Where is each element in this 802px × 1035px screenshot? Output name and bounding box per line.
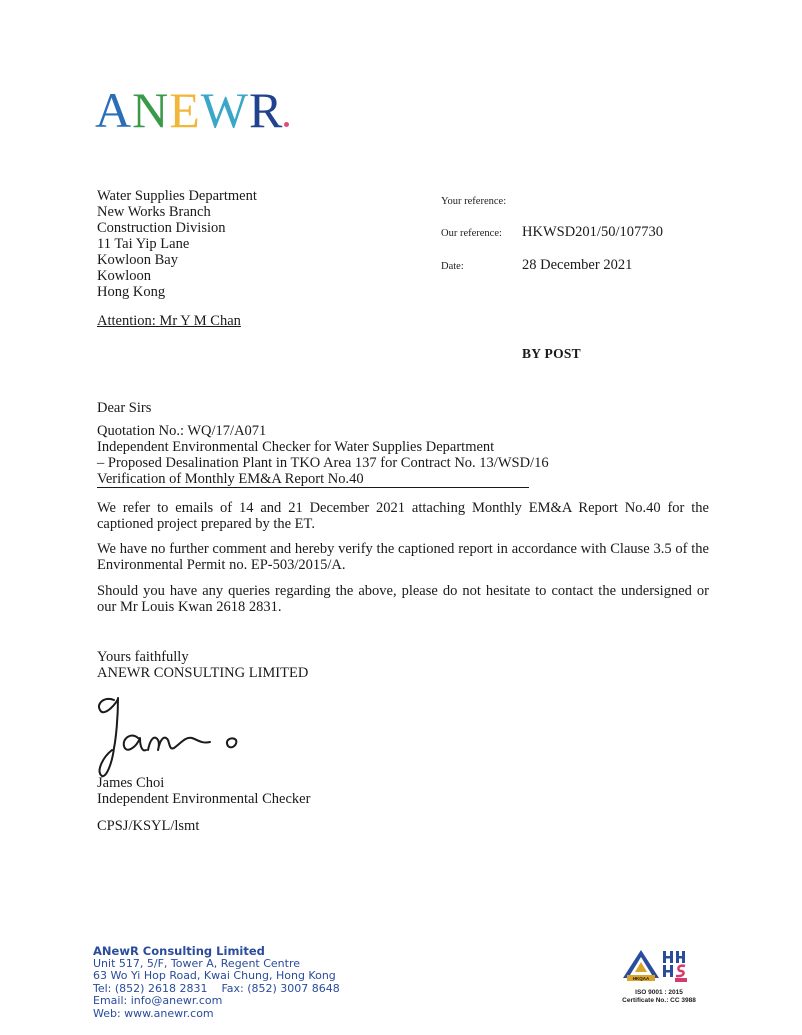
salutation: Dear Sirs xyxy=(97,400,152,416)
subject-verification: Verification of Monthly EM&A Report No.40 xyxy=(97,471,364,487)
address-line: New Works Branch xyxy=(97,204,211,220)
closing-phrase: Yours faithfully xyxy=(97,649,189,665)
address-line: Hong Kong xyxy=(97,284,166,300)
paragraph-refer: We refer to emails of 14 and 21 December 2021 attaching Monthly EM&A Report No.40 for the captioned project prepared by the ET. xyxy=(97,500,709,532)
attention-line: Attention: Mr Y M Chan xyxy=(97,313,241,329)
footer-company: ANewR Consulting Limited xyxy=(93,944,265,958)
footer-address-1: Unit 517, 5/F, Tower A, Regent Centre xyxy=(93,956,301,970)
certification-number: Certificate No.: CC 3988 xyxy=(622,996,696,1004)
address-line: Construction Division xyxy=(97,220,226,236)
subject-quotation: Quotation No.: WQ/17/A071 xyxy=(97,423,267,439)
subject-underline xyxy=(97,487,529,488)
anewr-logo xyxy=(95,82,289,138)
reference-initials: CPSJ/KSYL/lsmt xyxy=(97,818,200,834)
badge-text: HKQAA xyxy=(632,976,650,981)
footer-web: Web: www.anewr.com xyxy=(93,1006,214,1020)
closing-company: ANEWR CONSULTING LIMITED xyxy=(97,665,309,681)
address-line: Water Supplies Department xyxy=(97,188,257,204)
your-reference-label: Your reference: xyxy=(441,196,507,207)
logo-letter-e: E xyxy=(169,82,201,138)
footer-address-2: 63 Wo Yi Hop Road, Kwai Chung, Hong Kong xyxy=(93,969,336,983)
hkqaa-hkas-logo-icon xyxy=(619,948,699,984)
address-line: Kowloon xyxy=(97,268,151,284)
paragraph-verify: We have no further comment and hereby verify the captioned report in accordance with Clause 3.5 of the Environmental Permit no. EP-503/2015/A. xyxy=(97,541,709,573)
date-value: 28 December 2021 xyxy=(522,257,633,273)
certification-badge xyxy=(613,948,705,1004)
our-reference-value: HKWSD201/50/107730 xyxy=(522,224,663,240)
subject-title: Independent Environmental Checker for Water Supplies Department xyxy=(97,439,495,455)
delivery-method: BY POST xyxy=(522,346,581,361)
footer-email: Email: info@anewr.com xyxy=(93,994,223,1008)
paragraph-queries: Should you have any queries regarding the above, please do not hesitate to contact the undersigned or our Mr Louis Kwan 2618 2831. xyxy=(97,583,709,615)
address-line: Kowloon Bay xyxy=(97,252,178,268)
subject-project: – Proposed Desalination Plant in TKO Area 137 for Contract No. 13/WSD/16 xyxy=(97,455,549,471)
address-line: 11 Tai Yip Lane xyxy=(97,236,190,252)
signatory-title: Independent Environmental Checker xyxy=(97,791,311,807)
logo-letter-w: W xyxy=(200,82,249,138)
footer-tel: Tel: (852) 2618 2831 xyxy=(93,981,208,995)
recipient-address xyxy=(97,188,257,300)
signatory-name: James Choi xyxy=(97,775,165,791)
footer-fax: Fax: (852) 3007 8648 xyxy=(221,981,340,995)
our-reference-label: Our reference: xyxy=(441,228,502,239)
signature-image xyxy=(92,688,262,780)
closing-block xyxy=(97,649,308,681)
logo-letter-n: N xyxy=(132,82,170,138)
logo-letter-a: A xyxy=(95,82,133,138)
certification-iso: ISO 9001 : 2015 xyxy=(635,989,683,996)
subject-block xyxy=(97,423,549,487)
logo-letter-r: R xyxy=(248,82,284,138)
signatory-block xyxy=(97,775,310,807)
logo-dot xyxy=(284,122,289,127)
date-label: Date: xyxy=(441,261,464,272)
footer-contact xyxy=(93,945,340,1021)
